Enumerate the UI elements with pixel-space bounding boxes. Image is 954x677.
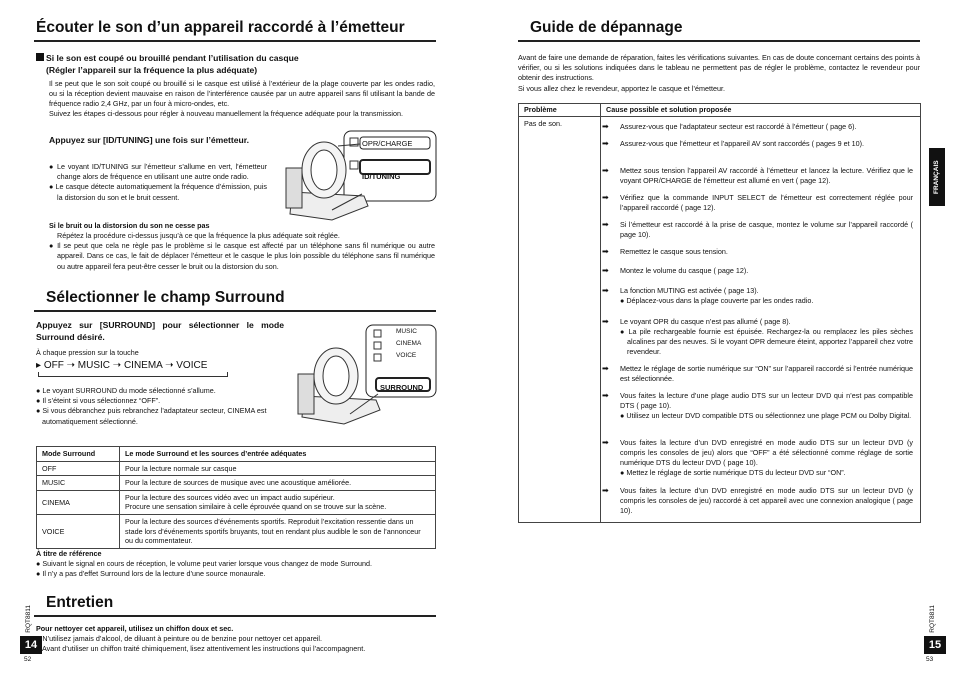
list-item: N’utilisez jamais d’alcool, de diluant à peinture ou de benzine pour nettoyer cet appareil. bbox=[42, 634, 323, 643]
maintenance-bold: Pour nettoyer cet appareil, utilisez un chiffon doux et sec. bbox=[36, 624, 234, 633]
list-item: ● Le casque détecte automatiquement la fréquence d’émission, puis la distorsion du son et le bruit cessent. bbox=[49, 182, 267, 202]
step-surround: Appuyez sur [SURROUND] pour sélectionner le mode Surround désiré. bbox=[36, 320, 284, 342]
solution-row: ➡ Montez le volume du casque ( page 12). bbox=[602, 266, 749, 275]
list-item: ● Le voyant SURROUND du mode sélectionné s’allume. bbox=[36, 386, 216, 395]
solution-row: ➡ La fonction MUTING est activée ( page 13). ● Déplacez-vous dans la plage couverte par les ondes radio. bbox=[602, 286, 814, 305]
solution-row: ➡ Remettez le casque sous tension. bbox=[602, 247, 728, 256]
maintenance-list bbox=[36, 634, 436, 654]
sub-page-number-right: 53 bbox=[926, 656, 934, 663]
solution-row: ➡ Vous faites la lecture d’une plage audio DTS sur un lecteur DVD qui n’est pas compatible DTS ( page 10). ● Utilisez un lecteur DVD compatible DTS ou sélectionnez une plage PCM ou Dolby Digital. bbox=[602, 391, 913, 420]
note-body: Répétez la procédure ci-dessus jusqu’à ce que la fréquence la plus adéquate soit réglée. ● Il se peut que cela ne règle pas le problème si le casque est affecté par un téléphone sans fil numérique ou autre appareil. Dans ce cas, le fait de déplacer l’émetteur et le casque le plus loin possible du téléphone sans fil numérique ou autre appareil fera peut-être cesser le bruit ou la distorsion du son. bbox=[49, 231, 435, 271]
section-rule bbox=[518, 40, 920, 42]
list-item: ● Suivant le signal en cours de réception, le volume peut varier lorsque vous changez de mode Surround. bbox=[36, 559, 372, 568]
troubleshooting-title: Guide de dépannage bbox=[530, 19, 683, 36]
arrow-right-icon: ➡ bbox=[602, 220, 609, 229]
solution-row: ➡ Vérifiez que la commande INPUT SELECT de l’émetteur est correctement réglée pour l’appareil raccordé ( page 12). bbox=[602, 193, 913, 212]
loop-line bbox=[38, 372, 228, 377]
section-rule bbox=[34, 615, 436, 617]
arrow-right-icon: ▸ bbox=[36, 360, 42, 371]
list-item: ● Le voyant ID/TUNING sur l’émetteur s’allume en vert, l’émetteur change alors de fréquence en utilisant une autre onde radio. bbox=[49, 162, 267, 182]
surround-mode-table bbox=[36, 446, 436, 549]
solution-row: ➡ Vous faites la lecture d’un DVD enregistré en mode audio DTS sur un lecteur DVD (y compris les consoles de jeu) raccordé à cet appareil avec une connexion analogique ( page 10). bbox=[602, 486, 913, 515]
solution-row: ➡ Si l’émetteur est raccordé à la prise de casque, montez le volume sur l’appareil raccordé ( page 10). bbox=[602, 220, 913, 239]
language-tab: FRANÇAIS bbox=[929, 148, 945, 206]
subhead-sound-cut: Si le son est coupé ou brouillé pendant l’utilisation du casque (Régler l’appareil sur la fréquence la plus adéquate) bbox=[36, 53, 436, 76]
arrow-right-icon: ➡ bbox=[602, 438, 609, 447]
document-code-right: RQT8811 bbox=[929, 605, 936, 633]
bullet-list-surround bbox=[36, 386, 286, 427]
reference-title: À titre de référence bbox=[36, 549, 102, 558]
square-bullet-icon bbox=[36, 53, 44, 61]
solution-row: ➡ Assurez-vous que l’émetteur et l’appareil AV sont raccordés ( pages 9 et 10). bbox=[602, 139, 864, 148]
surround-button-label: SURROUND bbox=[380, 383, 424, 392]
para-steps: Suivez les étapes ci-dessous pour régler à nouveau manuellement la fréquence adéquate pour la transmission. bbox=[49, 109, 403, 118]
solution-row: ➡ Vous faites la lecture d’un DVD enregistré en mode audio DTS sur un lecteur DVD (y compris les consoles de jeu) alors que “OFF” a été sélectionné comme réglage de sortie numérique DTS du lecteur DVD ( page 10). ● Mettez le réglage de sortie numérique DTS du lecteur DVD sur “ON”. bbox=[602, 438, 913, 477]
table-column-divider bbox=[600, 103, 601, 522]
sub-page-number-left: 52 bbox=[24, 656, 32, 663]
arrow-right-icon: ➡ bbox=[602, 122, 609, 131]
table-row: VOICE Pour la lecture des sources d’événements sportifs. Reproduit l’excitation ressentie dans un stade lors d’événements sportifs bruyants, tout en rendant plus audible le son de l’annonceur ou du commentateur. bbox=[37, 514, 436, 548]
transmitter-illustration bbox=[272, 126, 440, 226]
section-rule bbox=[34, 310, 436, 312]
list-item: ● Il se peut que cela ne règle pas le problème si le casque est affecté par un téléphone sans fil numérique ou autre appareil. Dans ce cas, le fait de déplacer l’émetteur et le casque le plus loin possible du téléphone sans fil numérique ou autre appareil fera peut-être cesser le bruit ou la distorsion du son. bbox=[49, 241, 435, 271]
arrow-right-icon: ➡ bbox=[602, 247, 609, 256]
section-title-maintenance: Entretien bbox=[46, 594, 114, 611]
section-title-listen: Écouter le son d’un appareil raccordé à l’émetteur bbox=[36, 19, 405, 36]
section-rule bbox=[34, 40, 436, 42]
id-tuning-button-label: ID/TUNING bbox=[362, 172, 401, 181]
column-problem-header: Problème bbox=[524, 105, 557, 114]
page-number-right: 15 bbox=[924, 636, 946, 654]
arrow-right-icon: ➡ bbox=[602, 286, 609, 295]
bullet-list-tuning bbox=[49, 162, 267, 203]
arrow-right-icon: ➝ bbox=[112, 360, 122, 371]
para-interference: Il se peut que le son soit coupé ou brouillé si le casque est utilisé à l’extérieur de la plage couverte par les ondes radio, ou si la réception devient mauvaise en raison de l’interférence causée par un autre appareil sans fil utilisant la bande de fréquence radio 2,4 GHz, par un four à micro-ondes, etc. bbox=[49, 79, 435, 109]
list-item: ● Il n’y a pas d’effet Surround lors de la lecture d’une source monaurale. bbox=[36, 569, 266, 579]
solution-row: ➡ Mettez le réglage de sortie numérique sur “ON” sur l’appareil raccordé si l’entrée numérique est sélectionnée. bbox=[602, 364, 913, 383]
list-item: ● Si vous débranchez puis rebranchez l’adaptateur secteur, CINEMA est automatiquement sélectionné. bbox=[36, 406, 267, 426]
table-row: MUSIC Pour la lecture de sources de musique avec une acoustique améliorée. bbox=[37, 476, 436, 491]
arrow-right-icon: ➡ bbox=[602, 391, 609, 400]
troubleshooting-intro: Avant de faire une demande de réparation, faites les vérifications suivantes. En cas de doute concernant certains des points à vérifier, ou si les solutions indiquées dans le tableau ne permettent pas de régler le problème, contactez le revendeur pour obtenir des instructions. Si vous allez chez le revendeur, apportez le casque et l’émetteur. bbox=[518, 53, 920, 93]
arrow-right-icon: ➡ bbox=[602, 317, 609, 326]
press-caption: À chaque pression sur la touche bbox=[36, 348, 139, 357]
arrow-right-icon: ➡ bbox=[602, 139, 609, 148]
arrow-right-icon: ➝ bbox=[165, 360, 174, 371]
problem-no-sound: Pas de son. bbox=[524, 119, 562, 128]
arrow-right-icon: ➡ bbox=[602, 166, 609, 175]
table-row: CINEMA Pour la lecture des sources vidéo avec un impact audio supérieur. Procure une sensation similaire à celle éprouvée quand on se trouve sur la scène. bbox=[37, 490, 436, 514]
column-solution-header: Cause possible et solution proposée bbox=[606, 105, 732, 114]
voice-indicator-label: VOICE bbox=[396, 352, 417, 359]
section-title-surround: Sélectionner le champ Surround bbox=[46, 289, 285, 306]
solution-row: ➡ Assurez-vous que l’adaptateur secteur est raccordé à l’émetteur ( page 6). bbox=[602, 122, 857, 131]
list-item: Avant d’utiliser un chiffon traité chimiquement, lisez attentivement les instructions qui l’accompagnent. bbox=[41, 644, 366, 654]
arrow-right-icon: ➡ bbox=[602, 486, 609, 495]
list-item: ● Il s’éteint si vous sélectionnez “OFF”. bbox=[36, 396, 161, 406]
cinema-indicator-label: CINEMA bbox=[396, 340, 422, 347]
opr-charge-button-label: OPR/CHARGE bbox=[362, 139, 413, 148]
solution-row: ➡ Le voyant OPR du casque n’est pas allumé ( page 8). ● La pile rechargeable fournie est épuisée. Rechargez-la ou remplacez les piles sèches alcalines par des neuves. Si le voyant OPR demeure éteint, apportez l’appareil chez votre revendeur. bbox=[602, 317, 914, 356]
step-id-tuning: Appuyez sur [ID/TUNING] une fois sur l’émetteur. bbox=[49, 135, 250, 145]
arrow-right-icon: ➡ bbox=[602, 266, 609, 275]
table-header-divider bbox=[518, 116, 920, 117]
table-header-row: Mode Surround Le mode Surround et les sources d’entrée adéquates bbox=[37, 447, 436, 462]
page-number-left: 14 bbox=[20, 636, 42, 654]
surround-sequence: ▸ OFF ➝ MUSIC ➝ CINEMA ➝ VOICE bbox=[36, 360, 208, 371]
arrow-right-icon: ➝ bbox=[66, 360, 75, 371]
table-row: OFF Pour la lecture normale sur casque bbox=[37, 461, 436, 476]
arrow-right-icon: ➡ bbox=[602, 364, 609, 373]
surround-panel-illustration bbox=[290, 322, 440, 432]
music-indicator-label: MUSIC bbox=[396, 328, 417, 335]
document-code-left: RQT8811 bbox=[25, 605, 32, 633]
arrow-right-icon: ➡ bbox=[602, 193, 609, 202]
reference-list bbox=[36, 559, 436, 579]
solution-row: ➡ Mettez sous tension l’appareil AV raccordé à l’émetteur et lancez la lecture. Vérifiez que le voyant OPR/CHARGE de l’émetteur est allumé en vert ( page 12). bbox=[602, 166, 913, 185]
note-title: Si le bruit ou la distorsion du son ne cesse pas bbox=[49, 221, 210, 230]
